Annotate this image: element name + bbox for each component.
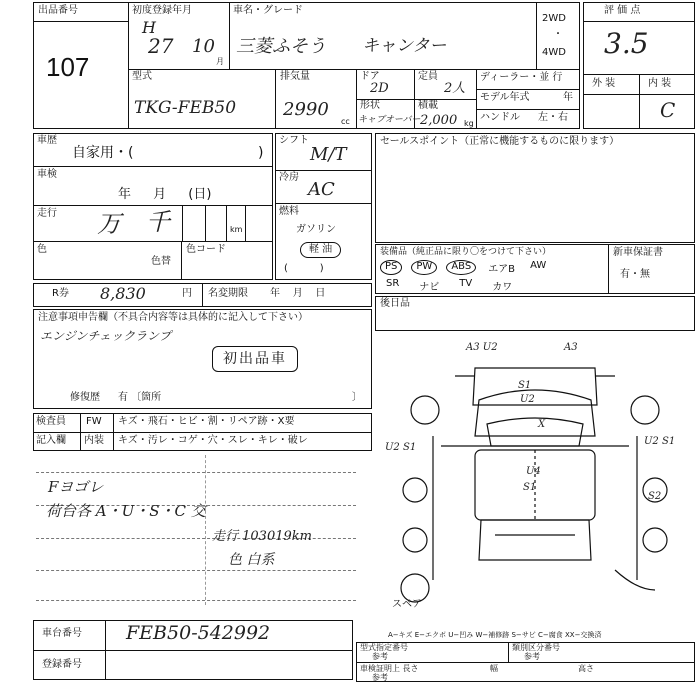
handle-options: 左・右 xyxy=(538,112,568,123)
doors-value: 2D xyxy=(370,81,389,96)
drive-dot: ・ xyxy=(553,29,563,40)
drive-2wd: 2WD xyxy=(542,13,566,24)
cc-unit: cc xyxy=(341,117,350,126)
repair-label: 修復歴 xyxy=(70,392,100,403)
equipment-row-1 xyxy=(380,260,549,275)
color-label: 色 xyxy=(37,244,47,255)
type-value: TKG-FEB50 xyxy=(134,98,237,118)
drive-4wd: 4WD xyxy=(542,47,566,58)
equipment-row-2 xyxy=(386,278,512,293)
color-change-label: 色替 xyxy=(151,256,171,267)
repair-value: 有 〔箇所 xyxy=(118,392,162,403)
load-label: 積載 xyxy=(418,100,438,111)
recycle-value: 8,830 xyxy=(100,284,146,303)
first-reg-label: 初度登録年月 xyxy=(132,5,192,16)
warranty-options: 有・無 xyxy=(620,269,650,280)
first-listing-stamp: 初出品車 xyxy=(212,346,298,372)
diagram-bed: U4 xyxy=(526,466,541,477)
history-label: 車歴 xyxy=(37,135,57,146)
class-label: 類別区分番号 xyxy=(512,643,560,652)
equip-pw: PW xyxy=(411,260,437,275)
reg-month-value: 10 xyxy=(192,36,215,57)
exterior-label: 外 装 xyxy=(592,78,616,89)
engine-check-note: エンジンチェックランプ xyxy=(40,329,172,343)
load-value: 2,000 xyxy=(420,113,458,128)
kg-unit: kg xyxy=(464,119,474,128)
later-parts-box xyxy=(375,296,695,331)
designation-label: 型式指定番号 xyxy=(360,643,408,652)
displacement-value: 2990 xyxy=(283,99,329,120)
equip-aw: AW xyxy=(530,260,547,271)
reg-number-label: 登録番号 xyxy=(42,659,82,670)
fw-label: FW xyxy=(86,416,102,427)
score-value: 3.5 xyxy=(604,27,649,60)
year-unit: 年 xyxy=(563,92,573,103)
diagram-right-side: U2 S1 xyxy=(644,436,676,447)
cert-ref: 参考 xyxy=(372,673,388,682)
cert-length-label: 車検証明上 長さ xyxy=(360,664,419,673)
diagram-roof-front: S1 xyxy=(518,380,532,391)
mileage-man: 万 xyxy=(97,210,121,238)
fuel-diesel: 軽 油 xyxy=(300,242,341,258)
diagram-left-side: U2 S1 xyxy=(385,442,417,453)
ac-value: AC xyxy=(308,179,335,200)
handle-label: ハンドル xyxy=(480,112,520,123)
equip-sr: SR xyxy=(386,278,400,289)
interior-label: 内 装 xyxy=(648,78,672,89)
dealer-label: ディーラー・並 行 xyxy=(480,72,563,83)
diagram-top-right: A3 xyxy=(564,342,578,353)
diagram-center-x: X xyxy=(538,419,546,430)
recycle-label: R券 xyxy=(52,288,69,299)
km-unit: km xyxy=(230,225,243,234)
equipment-label: 装備品（純正品に限り〇をつけて下さい） xyxy=(380,247,552,257)
doors-label: ドア xyxy=(360,71,380,82)
width-label: 幅 xyxy=(490,664,498,673)
sales-point-label: セールスポイント（正常に機能するものに限ります） xyxy=(380,136,620,147)
fuel-paren: ( ) xyxy=(284,263,324,274)
shape-value: キャブオーバー xyxy=(358,115,421,125)
remark-line-2: 荷台各 A・U・S・C 交 xyxy=(46,502,206,520)
warranty-label: 新車保証書 xyxy=(613,247,663,258)
remark-line-1: Fヨゴレ xyxy=(48,478,104,496)
score-label: 評 価 点 xyxy=(604,5,641,16)
ac-label: 冷房 xyxy=(279,172,299,183)
history-value: 自家用・( xyxy=(72,145,134,161)
remark-line-3: 走行 103019km xyxy=(212,529,312,544)
chassis-label: 車台番号 xyxy=(42,628,82,639)
equip-ps: PS xyxy=(380,260,402,275)
equip-abs: ABS xyxy=(446,260,476,275)
type-label: 型式 xyxy=(132,71,152,82)
reg-year-value: 27 xyxy=(148,34,174,58)
legend-text: A−キズ E−エクボ U−凹み W−補修跡 S−サビ C−腐食 XX−交換済 xyxy=(388,631,602,639)
month-unit: 月 xyxy=(216,57,224,66)
designation-ref: 参考 xyxy=(372,652,388,661)
displacement-label: 排気量 xyxy=(280,71,310,82)
equip-airbag: エアB xyxy=(488,264,516,275)
inspector-label: 検査員 xyxy=(36,416,66,427)
notes-label: 注意事項申告欄（不具合内容等は具体的に記入して下さい） xyxy=(38,312,308,323)
diagram-right-rear: S2 xyxy=(648,491,662,502)
name-change-template: 年 月 日 xyxy=(270,288,326,299)
capacity-label: 定員 xyxy=(418,71,438,82)
color-code-label: 色コード xyxy=(186,244,226,255)
repair-close: 〕 xyxy=(352,392,362,403)
fw-items: キズ・飛石・ヒビ・割・リペア跡・X要 xyxy=(118,416,295,427)
name-change-label: 名変期限 xyxy=(208,288,248,299)
model-year-label: モデル年式 xyxy=(480,92,530,103)
class-ref: 参考 xyxy=(524,652,540,661)
history-close: ) xyxy=(258,145,264,161)
diagram-bed2: S1 xyxy=(523,482,537,493)
fill-label: 記入欄 xyxy=(36,435,66,446)
era-value: H xyxy=(142,18,156,37)
mileage-sen: 千 xyxy=(146,208,170,236)
inspection-template: 年 月 (日) xyxy=(118,187,212,202)
shift-label: シフト xyxy=(279,135,309,146)
capacity-value: 2人 xyxy=(444,81,466,96)
shift-value: M/T xyxy=(310,144,347,165)
name-grade-label: 車名・グレード xyxy=(233,5,303,16)
mileage-label: 走行 xyxy=(37,208,57,219)
remark-line-4: 色 白系 xyxy=(228,552,275,568)
sales-point-box xyxy=(375,133,695,243)
lot-number-value: 107 xyxy=(46,52,90,82)
spare-label: スペア xyxy=(392,599,422,610)
height-label: 高さ xyxy=(578,664,594,673)
vehicle-damage-diagram xyxy=(375,340,695,620)
equip-leather: カワ xyxy=(492,282,513,293)
lot-number-label: 出品番号 xyxy=(38,5,78,16)
equip-navi: ナビ xyxy=(419,282,440,293)
diagram-top-left: A3 U2 xyxy=(466,342,498,353)
inspection-label: 車検 xyxy=(37,169,57,180)
diagram-roof-front2: U2 xyxy=(520,394,535,405)
interior-row-label: 内装 xyxy=(84,435,104,446)
equip-tv: TV xyxy=(459,278,473,289)
chassis-value: FEB50-542992 xyxy=(126,622,271,644)
model-name-value: キャンター xyxy=(362,36,447,56)
fuel-label: 燃料 xyxy=(279,206,299,217)
later-parts-label: 後日品 xyxy=(380,298,410,309)
shape-label: 形状 xyxy=(360,100,380,111)
yen-unit: 円 xyxy=(182,288,192,299)
interior-items: キズ・汚レ・コゲ・穴・スレ・キレ・破レ xyxy=(118,435,308,446)
interior-score: C xyxy=(660,98,676,122)
maker-value: 三菱ふそう xyxy=(236,36,326,57)
fuel-gas: ガソリン xyxy=(296,224,336,235)
